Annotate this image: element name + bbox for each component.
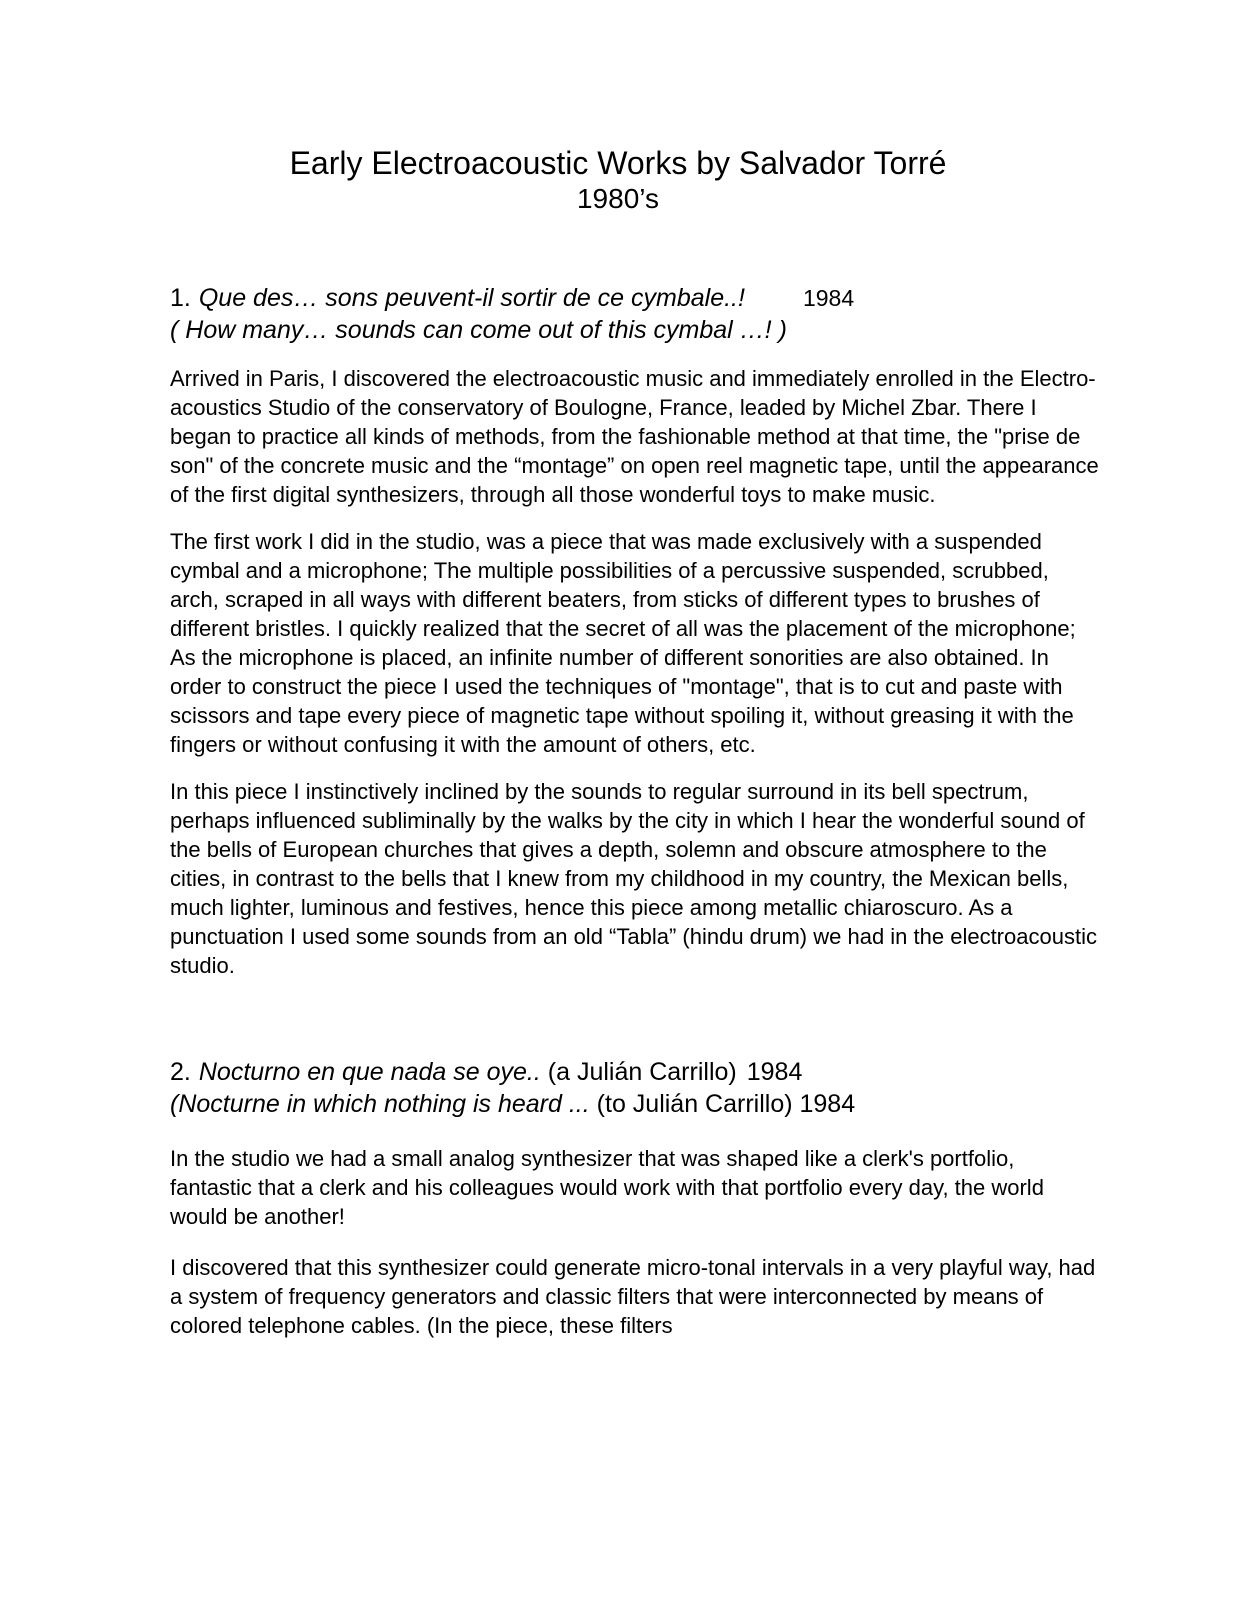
section-1-translation-line (170, 314, 1100, 346)
section-1-translation: ( How many… sounds can come out of this cymbal …! ) (170, 316, 787, 344)
section-1-heading-line-1 (170, 282, 1100, 314)
section-1-work-title: Que des… sons peuvent-il sortir de ce cymbale..! (198, 284, 745, 312)
section-2-heading (170, 1056, 1100, 1120)
section-2-year: 1984 (746, 1058, 803, 1086)
section-1-year: 1984 (802, 285, 855, 311)
section-2-work-title: Nocturno en que nada se oye.. (198, 1058, 541, 1086)
paragraph: Arrived in Paris, I discovered the electroacoustic music and immediately enrolled in the Electro-acoustics Studio of the conservatory of Boulogne, France, leaded by Michel Zbar. There I began to practice all kinds of methods, from the fashionable method at that time, the "prise de son" of the concrete music and the “montage” on open reel magnetic tape, until the appearance of the first digital synthesizers, through all those wonderful toys to make music. (170, 366, 1099, 507)
section-2-translation-suffix: (to Julián Carrillo) 1984 (596, 1090, 856, 1118)
section-1-heading (170, 282, 1100, 346)
section-2-heading-line-1 (170, 1056, 1100, 1088)
section-2-number: 2. (170, 1058, 191, 1086)
paragraph: I discovered that this synthesizer could generate micro-tonal intervals in a very playful way, had a system of frequency generators and classic filters that were interconnected by means of colored telephone cables. (In the piece, these filters (170, 1255, 1096, 1338)
paragraph: The first work I did in the studio, was a piece that was made exclusively with a suspended cymbal and a microphone; The multiple possibilities of a percussive suspended, scrubbed, arch, scraped in all ways with different beaters, from sticks of different types to brushes of different bristles. I quickly realized that the secret of all was the placement of the microphone; As the microphone is placed, an infinite number of different sonorities are also obtained. In order to construct the piece I used the techniques of "montage", that is to cut and paste with scissors and tape every piece of magnetic tape without spoiling it, without greasing it with the fingers or without confusing it with the amount of others, etc. (170, 529, 1076, 757)
section-2-translation: (Nocturne in which nothing is heard ... (170, 1090, 590, 1118)
section-2-dedication: (a Julián Carrillo) (547, 1058, 737, 1086)
paragraph: In the studio we had a small analog synthesizer that was shaped like a clerk's portfolio, fantastic that a clerk and his colleagues would work with that portfolio every day, the world would be another! (170, 1146, 1044, 1229)
section-1-number: 1. (170, 284, 191, 312)
document-body (170, 282, 1100, 1340)
document-title: Early Electroacoustic Works by Salvador Torré (289, 145, 947, 181)
paragraph: In this piece I instinctively inclined by the sounds to regular surround in its bell spectrum, perhaps influenced subliminally by the walks by the city in which I hear the wonderful sound of the bells of European churches that gives a depth, solemn and obscure atmosphere to the cities, in contrast to the bells that I knew from my childhood in my country, the Mexican bells, much lighter, luminous and festives, hence this piece among metallic chiaroscuro. As a punctuation I used some sounds from an old “Tabla” (hindu drum) we had in the electroacoustic studio. (170, 779, 1097, 978)
document-subtitle: 1980’s (576, 183, 659, 214)
section-2-translation-line (170, 1088, 1100, 1120)
